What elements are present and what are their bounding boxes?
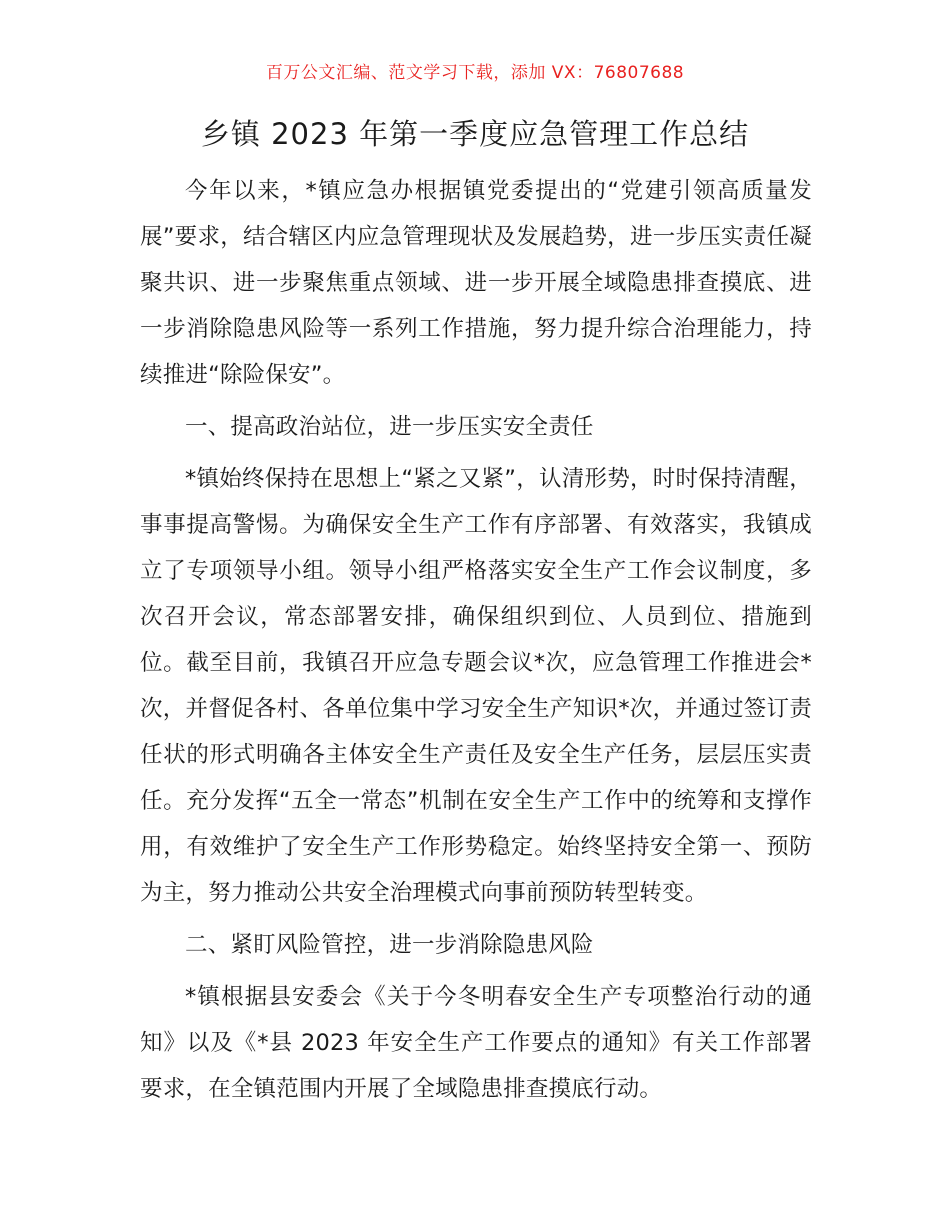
section-heading-1: 一、提高政治站位，进一步压实安全责任 [185,414,594,440]
section-heading-2: 二、紧盯风险管控，进一步消除隐患风险 [185,932,594,958]
document-title: 乡镇 2023 年第一季度应急管理工作总结 [200,117,750,151]
section-1-paragraph: *镇始终保持在思想上“紧之又紧”，认清形势，时时保持清醒，事事提高警惕。为确保安全生产工作有序部署、有效落实，我镇成立了专项领导小组。领导小组严格落实安全生产工作会议制度，多次召开会议，常态部署安排，确保组织到位、人员到位、措施到位。截至目前，我镇召开应急专题会议*次，应急管理工作推进会*次，并督促各村、各单位集中学习安全生产知识*次，并通过签订责任状的形式明确各主体安全生产责任及安全生产任务，层层压实责任。充分发挥“五全一常态”机制在安全生产工作中的统筹和支撑作用，有效维护了安全生产工作形势稳定。始终坚持安全第一、预防为主，努力推动公共安全治理模式向事前预防转型转变。 [140,466,812,906]
document-body [140,168,812,1112]
intro-paragraph: 今年以来，*镇应急办根据镇党委提出的“党建引领高质量发展”要求，结合辖区内应急管理现状及发展趋势，进一步压实责任凝聚共识、进一步聚焦重点领域、进一步开展全域隐患排查摸底、进一步消除隐患风险等一系列工作措施，努力提升综合治理能力，持续推进“除险保安”。 [140,178,812,388]
watermark-header: 百万公文汇编、范文学习下载，添加 VX：76807688 [265,63,685,83]
section-2-paragraph: *镇根据县安委会《关于今冬明春安全生产专项整治行动的通知》以及《*县 2023 年安全生产工作要点的通知》有关工作部署要求，在全镇范围内开展了全域隐患排查摸底行动。 [140,984,812,1102]
